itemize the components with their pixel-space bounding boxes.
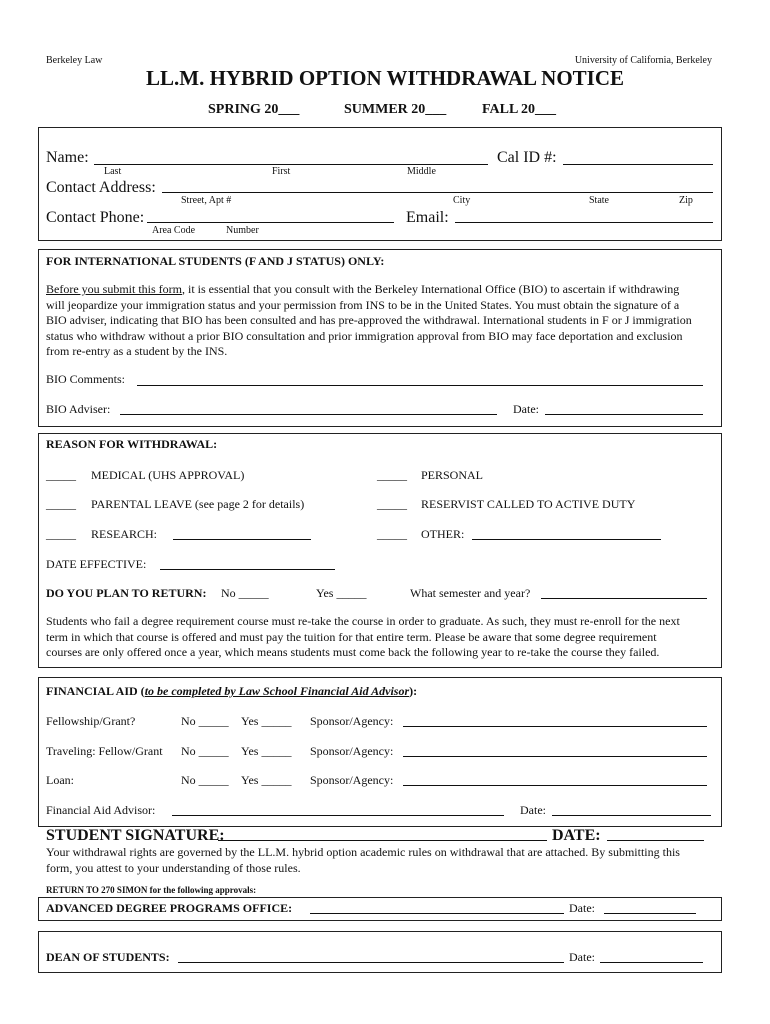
city-caption: City — [453, 195, 471, 206]
loan-label: Loan: — [46, 773, 74, 787]
bio-adviser-label: BIO Adviser: — [46, 402, 111, 416]
plan-return-no[interactable]: No _____ — [221, 586, 269, 600]
research-field[interactable] — [173, 539, 311, 540]
email-label: Email: — [406, 209, 449, 226]
parental-option: PARENTAL LEAVE (see page 2 for details) — [91, 497, 305, 511]
dean-signature-field[interactable] — [178, 962, 564, 963]
fellowship-sponsor-label: Sponsor/Agency: — [310, 714, 394, 728]
date-effective-field[interactable] — [160, 569, 335, 570]
area-code-caption: Area Code — [152, 225, 196, 236]
dean-date-label: Date: — [569, 950, 595, 964]
phone-field[interactable] — [147, 222, 394, 223]
fellowship-no[interactable]: No _____ — [181, 714, 229, 728]
other-blank[interactable]: _____ — [377, 527, 407, 541]
fellowship-label: Fellowship/Grant? — [46, 714, 136, 728]
bio-date-label: Date: — [513, 402, 539, 416]
term-fall[interactable]: FALL 20___ — [482, 102, 557, 117]
last-caption: Last — [104, 166, 122, 177]
personal-blank[interactable]: _____ — [377, 468, 407, 482]
term-summer[interactable]: SUMMER 20___ — [344, 102, 447, 117]
term-spring[interactable]: SPRING 20___ — [208, 102, 300, 117]
research-blank[interactable]: _____ — [46, 527, 76, 541]
international-line-4: status who withdraw without a prior BIO consultation and prior immigration approval from BIO may face deportation and exclusion — [46, 328, 683, 343]
dean-date-field[interactable] — [600, 962, 703, 963]
phone-label: Contact Phone: — [46, 209, 145, 226]
traveling-label: Traveling: Fellow/Grant — [46, 744, 163, 758]
rights-line-1: Your withdrawal rights are governed by the LL.M. hybrid option academic rules on withdrawal that are attached. By submitting this — [46, 845, 680, 859]
zip-caption: Zip — [679, 195, 693, 206]
research-option: RESEARCH: — [91, 527, 158, 541]
loan-sponsor-label: Sponsor/Agency: — [310, 773, 394, 787]
header-right: University of California, Berkeley — [574, 55, 712, 66]
reservist-option: RESERVIST CALLED TO ACTIVE DUTY — [421, 497, 636, 511]
financial-advisor-label: Financial Aid Advisor: — [46, 803, 156, 817]
adp-signature-field[interactable] — [310, 913, 564, 914]
semester-label: What semester and year? — [410, 586, 531, 600]
student-signature-field[interactable] — [218, 840, 547, 841]
medical-blank[interactable]: _____ — [46, 468, 76, 482]
retake-line-2: term in which that course is offered and must pay the tuition for that entire term. Please be aware that some degree requirement — [46, 629, 657, 644]
reservist-blank[interactable]: _____ — [377, 497, 407, 511]
international-line-1: , it is essential that you consult with the Berkeley International Office (BIO) to ascertain if withdrawing — [181, 282, 680, 296]
retake-note — [46, 614, 714, 661]
signature-date-label: DATE: — [552, 827, 601, 844]
student-signature-label: STUDENT SIGNATURE: — [46, 827, 225, 844]
calid-label: Cal ID #: — [497, 149, 557, 166]
traveling-yes[interactable]: Yes _____ — [241, 744, 292, 758]
page-title: LL.M. HYBRID OPTION WITHDRAWAL NOTICE — [145, 66, 625, 90]
rights-line-2: form, you attest to your understanding of those rules. — [46, 860, 301, 875]
loan-sponsor-field[interactable] — [403, 785, 707, 786]
semester-field[interactable] — [541, 598, 707, 599]
international-line-3: BIO adviser, indicating that BIO has been consulted and has pre-approved the withdrawal. International students in F or J immigration — [46, 313, 692, 327]
financial-aid-heading: FINANCIAL AID (to be completed by Law School Financial Aid Advisor): — [46, 684, 418, 698]
medical-option: MEDICAL (UHS APPROVAL) — [91, 468, 245, 482]
name-label: Name: — [46, 149, 89, 166]
plan-return-yes[interactable]: Yes _____ — [316, 586, 367, 600]
financial-advisor-field[interactable] — [172, 815, 504, 816]
signature-date-field[interactable] — [607, 840, 704, 841]
retake-line-1: Students who fail a degree requirement course must re-take the course in order to graduate. As such, they must re-enroll for the next — [46, 614, 680, 628]
bio-date-field[interactable] — [545, 414, 703, 415]
plan-return-label: DO YOU PLAN TO RETURN: — [46, 586, 207, 600]
other-field[interactable] — [472, 539, 661, 540]
traveling-sponsor-label: Sponsor/Agency: — [310, 744, 394, 758]
other-option: OTHER: — [421, 527, 465, 541]
loan-no[interactable]: No _____ — [181, 773, 229, 787]
international-line-5: from re-entry as a student by the INS. — [46, 344, 228, 358]
international-paragraph — [46, 282, 714, 360]
address-label: Contact Address: — [46, 179, 156, 196]
adp-date-label: Date: — [569, 901, 595, 915]
traveling-no[interactable]: No _____ — [181, 744, 229, 758]
bio-comments-field[interactable] — [137, 385, 703, 386]
adp-label: ADVANCED DEGREE PROGRAMS OFFICE: — [46, 901, 293, 915]
retake-line-3: courses are only offered once a year, which means students must come back the following year to re-take the course they failed. — [46, 645, 660, 659]
dean-label: DEAN OF STUDENTS: — [46, 950, 170, 964]
calid-field[interactable] — [563, 164, 713, 165]
name-field[interactable] — [94, 164, 488, 165]
adp-date-field[interactable] — [604, 913, 696, 914]
street-caption: Street, Apt # — [181, 195, 232, 206]
number-caption: Number — [226, 225, 259, 236]
financial-date-label: Date: — [520, 803, 546, 817]
bio-comments-label: BIO Comments: — [46, 372, 126, 386]
international-heading: FOR INTERNATIONAL STUDENTS (F AND J STATUS) ONLY: — [46, 254, 385, 268]
return-note: RETURN TO 270 SIMON for the following approvals: — [46, 885, 257, 895]
state-caption: State — [589, 195, 609, 206]
fellowship-sponsor-field[interactable] — [403, 726, 707, 727]
email-field[interactable] — [455, 222, 713, 223]
fellowship-yes[interactable]: Yes _____ — [241, 714, 292, 728]
loan-yes[interactable]: Yes _____ — [241, 773, 292, 787]
traveling-sponsor-field[interactable] — [403, 756, 707, 757]
parental-blank[interactable]: _____ — [46, 497, 76, 511]
first-caption: First — [272, 166, 291, 177]
address-field[interactable] — [162, 192, 713, 193]
bio-adviser-field[interactable] — [120, 414, 497, 415]
personal-option: PERSONAL — [421, 468, 484, 482]
international-lead: Before you submit this form — [46, 282, 182, 296]
financial-date-field[interactable] — [552, 815, 711, 816]
date-effective-label: DATE EFFECTIVE: — [46, 557, 147, 571]
reason-heading: REASON FOR WITHDRAWAL: — [46, 437, 218, 451]
rights-note — [46, 845, 714, 876]
header-left: Berkeley Law — [46, 55, 103, 66]
international-line-2: will jeopardize your immigration status and your permission from INS to be in the United States. You must obtain the signature of a — [46, 297, 680, 312]
middle-caption: Middle — [407, 166, 436, 177]
